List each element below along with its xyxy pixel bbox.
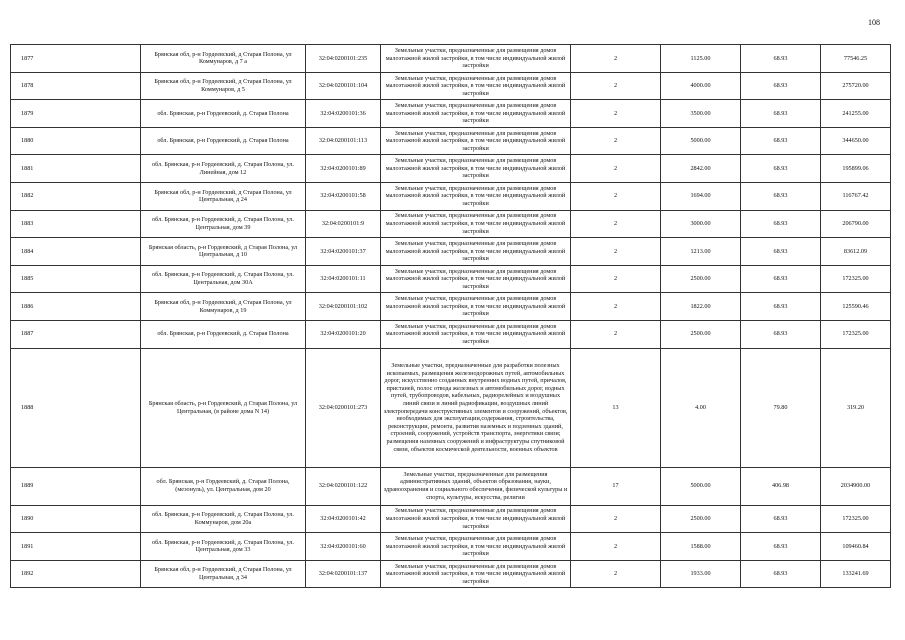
cadastral-value-cell: 83612.09 — [821, 238, 891, 266]
group-number-cell: 17 — [571, 467, 661, 505]
address-cell: Брянская обл, р-н Гордеевский, д Старая Полона, ул Коммунаров, д 7 а — [141, 45, 306, 73]
group-number-cell: 2 — [571, 127, 661, 155]
land-use-cell: Земельные участки, предназначенные для размещения домов малоэтажной жилой застройки, в том числе индивидуальной жилой застройки — [381, 265, 571, 293]
land-use-cell: Земельные участки, предназначенные для размещения домов малоэтажной жилой застройки, в том числе индивидуальной жилой застройки — [381, 155, 571, 183]
group-number-cell: 2 — [571, 265, 661, 293]
group-number-cell: 2 — [571, 505, 661, 533]
cadastral-value-cell: 172325.00 — [821, 505, 891, 533]
land-use-cell: Земельные участки, предназначенные для размещения домов малоэтажной жилой застройки, в том числе индивидуальной жилой застройки — [381, 238, 571, 266]
page-number: 108 — [868, 18, 880, 27]
land-use-cell: Земельные участки, предназначенные для размещения домов малоэтажной жилой застройки, в том числе индивидуальной жилой застройки — [381, 210, 571, 238]
row-number-cell: 1882 — [11, 182, 141, 210]
land-use-cell: Земельные участки, предназначенные для размещения домов малоэтажной жилой застройки, в том числе индивидуальной жилой застройки — [381, 533, 571, 561]
group-number-cell: 2 — [571, 72, 661, 100]
specific-value-cell: 68.93 — [741, 533, 821, 561]
land-use-cell: Земельные участки, предназначенные для размещения домов малоэтажной жилой застройки, в том числе индивидуальной жилой застройки — [381, 505, 571, 533]
cadastral-number-cell: 32:04:0200101:42 — [306, 505, 381, 533]
address-cell: Брянская обл, р-н Гордеевский, д Старая Полона, ул Центральная, д 34 — [141, 560, 306, 588]
row-number-cell: 1880 — [11, 127, 141, 155]
table-row — [11, 467, 891, 505]
row-number-cell: 1890 — [11, 505, 141, 533]
area-cell: 2500.00 — [661, 505, 741, 533]
address-cell: Брянская обл, р-н Гордеевский, д Старая Полона, ул Центральная, д 24 — [141, 182, 306, 210]
land-use-cell: Земельные участки, предназначенные для размещения домов малоэтажной жилой застройки, в том числе индивидуальной жилой застройки — [381, 320, 571, 348]
specific-value-cell: 68.93 — [741, 320, 821, 348]
specific-value-cell: 68.93 — [741, 293, 821, 321]
area-cell: 1694.00 — [661, 182, 741, 210]
table-body — [11, 45, 891, 588]
cadastral-value-cell: 172325.00 — [821, 265, 891, 293]
table-row — [11, 72, 891, 100]
area-cell: 4.00 — [661, 348, 741, 467]
table-row — [11, 560, 891, 588]
specific-value-cell: 68.93 — [741, 72, 821, 100]
row-number-cell: 1884 — [11, 238, 141, 266]
cadastral-value-table — [10, 44, 891, 588]
address-cell: обл. Брянская, р-н Гордеевский, д. Старая Полона — [141, 100, 306, 128]
group-number-cell: 2 — [571, 533, 661, 561]
address-cell: обл. Брянская, р-н Гордеевский, д. Старая Полона, ул. Центральная, дом 33 — [141, 533, 306, 561]
address-cell: обл. Брянская, р-н Гордеевский, д. Старая Полона, (мезонуль), ул. Центральная, дом 20 — [141, 467, 306, 505]
specific-value-cell: 68.93 — [741, 505, 821, 533]
table-row — [11, 533, 891, 561]
row-number-cell: 1885 — [11, 265, 141, 293]
table-row — [11, 320, 891, 348]
cadastral-number-cell: 32:04:0200101:273 — [306, 348, 381, 467]
cadastral-number-cell: 32:04:0200101:9 — [306, 210, 381, 238]
address-cell: обл. Брянская, р-н Гордеевский, д. Старая Полона, ул. Коммунаров, дом 20а — [141, 505, 306, 533]
group-number-cell: 2 — [571, 293, 661, 321]
table-row — [11, 348, 891, 467]
row-number-cell: 1878 — [11, 72, 141, 100]
row-number-cell: 1888 — [11, 348, 141, 467]
land-use-cell: Земельные участки, предназначенные для размещения домов малоэтажной жилой застройки, в том числе индивидуальной жилой застройки — [381, 72, 571, 100]
specific-value-cell: 68.93 — [741, 127, 821, 155]
row-number-cell: 1889 — [11, 467, 141, 505]
table-row — [11, 45, 891, 73]
address-cell: обл. Брянская, р-н Гордеевский, д. Старая Полона — [141, 320, 306, 348]
cadastral-number-cell: 32:04:0200101:137 — [306, 560, 381, 588]
cadastral-value-cell: 195899.06 — [821, 155, 891, 183]
cadastral-value-cell: 206790.00 — [821, 210, 891, 238]
cadastral-number-cell: 32:04:0200101:60 — [306, 533, 381, 561]
address-cell: обл. Брянская, р-н Гордеевский, д. Старая Полона, ул. Линейная, дом 12 — [141, 155, 306, 183]
area-cell: 1588.00 — [661, 533, 741, 561]
table-row — [11, 505, 891, 533]
land-use-cell: Земельные участки, предназначенные для размещения домов малоэтажной жилой застройки, в том числе индивидуальной жилой застройки — [381, 127, 571, 155]
row-number-cell: 1877 — [11, 45, 141, 73]
area-cell: 2842.00 — [661, 155, 741, 183]
specific-value-cell: 68.93 — [741, 560, 821, 588]
cadastral-number-cell: 32:04:0200101:104 — [306, 72, 381, 100]
address-cell: обл. Брянская, р-н Гордеевский, д. Старая Полона, ул. Центральная, дом 39 — [141, 210, 306, 238]
specific-value-cell: 68.93 — [741, 182, 821, 210]
row-number-cell: 1883 — [11, 210, 141, 238]
cadastral-number-cell: 32:04:0200101:102 — [306, 293, 381, 321]
cadastral-number-cell: 32:04:0200101:20 — [306, 320, 381, 348]
group-number-cell: 2 — [571, 45, 661, 73]
table-row — [11, 293, 891, 321]
area-cell: 5000.00 — [661, 467, 741, 505]
cadastral-value-cell: 109460.84 — [821, 533, 891, 561]
specific-value-cell: 68.93 — [741, 265, 821, 293]
address-cell: Брянская область, р-н Гордеевский, д Старая Полона, ул Центральная, д 10 — [141, 238, 306, 266]
land-use-cell: Земельные участки, предназначенные для размещения домов малоэтажной жилой застройки, в том числе индивидуальной жилой застройки — [381, 45, 571, 73]
cadastral-value-cell: 172325.00 — [821, 320, 891, 348]
cadastral-number-cell: 32:04:0200101:113 — [306, 127, 381, 155]
row-number-cell: 1892 — [11, 560, 141, 588]
address-cell: Брянская обл, р-н Гордеевский, д Старая Полона, ул Коммунаров, д 19 — [141, 293, 306, 321]
row-number-cell: 1879 — [11, 100, 141, 128]
table-row — [11, 265, 891, 293]
row-number-cell: 1887 — [11, 320, 141, 348]
area-cell: 1213.00 — [661, 238, 741, 266]
area-cell: 1933.00 — [661, 560, 741, 588]
area-cell: 3000.00 — [661, 210, 741, 238]
cadastral-value-cell: 116767.42 — [821, 182, 891, 210]
cadastral-value-cell: 125590.46 — [821, 293, 891, 321]
cadastral-number-cell: 32:04:0200101:36 — [306, 100, 381, 128]
land-use-cell: Земельные участки, предназначенные для размещения административных зданий, объектов образования, науки, здравоохранения и социального обеспечения, физической культуры и спорта, культуры, искусства, религии — [381, 467, 571, 505]
area-cell: 1822.00 — [661, 293, 741, 321]
group-number-cell: 2 — [571, 100, 661, 128]
group-number-cell: 2 — [571, 155, 661, 183]
land-use-cell: Земельные участки, предназначенные для размещения домов малоэтажной жилой застройки, в том числе индивидуальной жилой застройки — [381, 100, 571, 128]
specific-value-cell: 68.93 — [741, 210, 821, 238]
cadastral-value-cell: 344650.00 — [821, 127, 891, 155]
address-cell: Брянская область, р-н Гордеевский, д Старая Полона, ул Центральная, (в районе дома N 14) — [141, 348, 306, 467]
land-use-cell: Земельные участки, предназначенные для разработки полезных ископаемых, размещения железнодорожных путей, автомобильных дорог, искусственно созданных внутренних водных путей, причалов, пристаней, полос отвода железных и автомобильных дорог, водных путей, трубопроводов, кабельных, радиорелейных и воздушных линий связи и линий радиофикации, воздушных линий электропередачи конструктивных элементов и сооружений, объектов, необходимых для эксплуатации,содержания, строительства, реконструкции, ремонта, развития наземных и подземных зданий, строений, сооружений, устройств транспорта, энергетики связи; размещения наземных сооружений и инфраструктуры спутниковой связи, объектов космической деятельности, военных объектов — [381, 348, 571, 467]
address-cell: Брянская обл, р-н Гордеевский, д Старая Полона, ул Коммунаров, д 5 — [141, 72, 306, 100]
cadastral-number-cell: 32:04:0200101:11 — [306, 265, 381, 293]
row-number-cell: 1881 — [11, 155, 141, 183]
cadastral-value-cell: 241255.00 — [821, 100, 891, 128]
cadastral-number-cell: 32:04:0200101:122 — [306, 467, 381, 505]
group-number-cell: 2 — [571, 182, 661, 210]
area-cell: 5000.00 — [661, 127, 741, 155]
group-number-cell: 13 — [571, 348, 661, 467]
cadastral-number-cell: 32:04:0200101:58 — [306, 182, 381, 210]
cadastral-number-cell: 32:04:0200101:89 — [306, 155, 381, 183]
specific-value-cell: 68.93 — [741, 238, 821, 266]
group-number-cell: 2 — [571, 238, 661, 266]
table-row — [11, 210, 891, 238]
cadastral-value-cell: 2034900.00 — [821, 467, 891, 505]
area-cell: 2500.00 — [661, 265, 741, 293]
address-cell: обл. Брянская, р-н Гордеевский, д. Старая Полона — [141, 127, 306, 155]
cadastral-value-cell: 275720.00 — [821, 72, 891, 100]
row-number-cell: 1886 — [11, 293, 141, 321]
row-number-cell: 1891 — [11, 533, 141, 561]
cadastral-value-cell: 77546.25 — [821, 45, 891, 73]
group-number-cell: 2 — [571, 210, 661, 238]
area-cell: 2500.00 — [661, 320, 741, 348]
address-cell: обл. Брянская, р-н Гордеевский, д. Старая Полона, ул. Центральная, дом 30А — [141, 265, 306, 293]
specific-value-cell: 406.98 — [741, 467, 821, 505]
land-use-cell: Земельные участки, предназначенные для размещения домов малоэтажной жилой застройки, в том числе индивидуальной жилой застройки — [381, 182, 571, 210]
specific-value-cell: 68.93 — [741, 45, 821, 73]
specific-value-cell: 68.93 — [741, 155, 821, 183]
table-row — [11, 100, 891, 128]
table-row — [11, 238, 891, 266]
specific-value-cell: 79.80 — [741, 348, 821, 467]
table-row — [11, 182, 891, 210]
cadastral-value-cell: 319.20 — [821, 348, 891, 467]
cadastral-value-cell: 133241.69 — [821, 560, 891, 588]
land-use-cell: Земельные участки, предназначенные для размещения домов малоэтажной жилой застройки, в том числе индивидуальной жилой застройки — [381, 293, 571, 321]
area-cell: 3500.00 — [661, 100, 741, 128]
land-use-cell: Земельные участки, предназначенные для размещения домов малоэтажной жилой застройки, в том числе индивидуальной жилой застройки — [381, 560, 571, 588]
cadastral-number-cell: 32:04:0200101:37 — [306, 238, 381, 266]
group-number-cell: 2 — [571, 320, 661, 348]
specific-value-cell: 68.93 — [741, 100, 821, 128]
area-cell: 4000.00 — [661, 72, 741, 100]
table-row — [11, 127, 891, 155]
group-number-cell: 2 — [571, 560, 661, 588]
table-row — [11, 155, 891, 183]
cadastral-number-cell: 32:04:0200101:235 — [306, 45, 381, 73]
area-cell: 1125.00 — [661, 45, 741, 73]
